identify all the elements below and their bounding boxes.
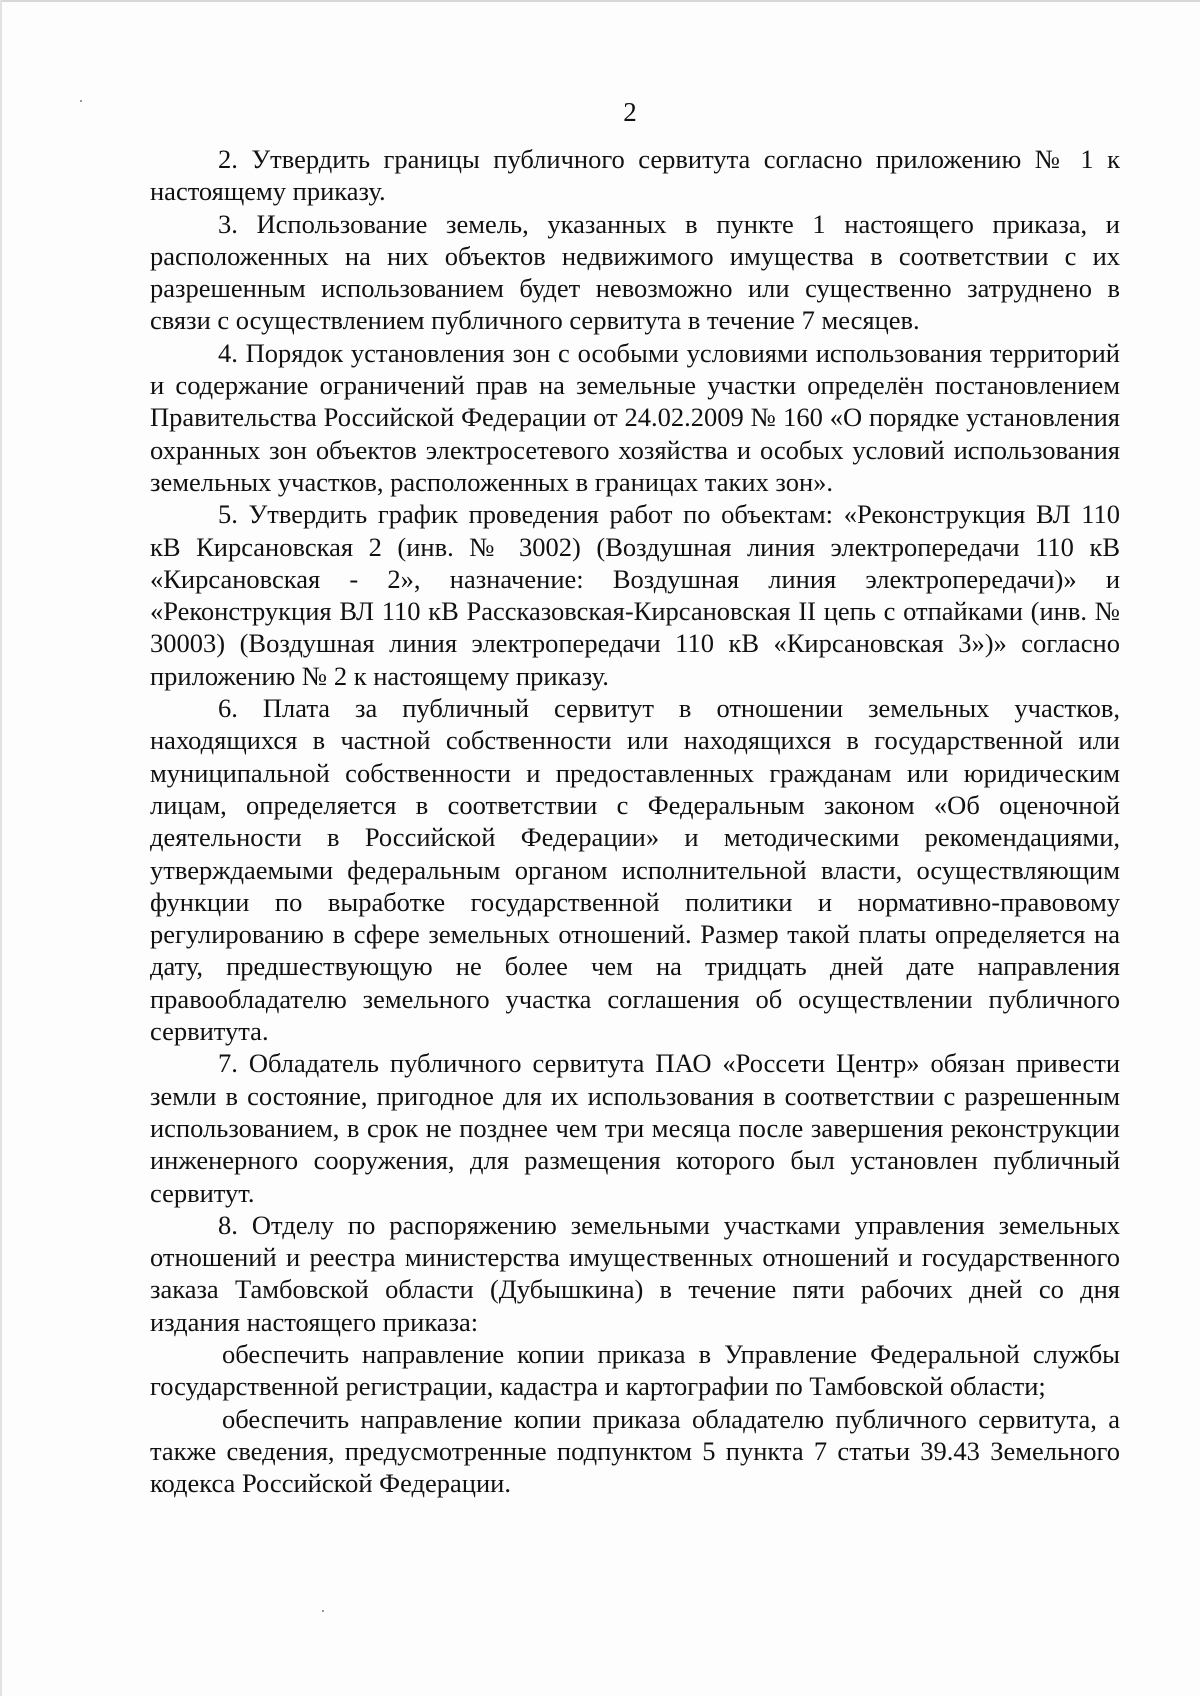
paragraph-7: 7. Обладатель публичного сервитута ПАО «Россети Центр» обязан привести земли в состояние, пригодное для их использования в соответствии с разрешенным использованием, в срок не позднее чем три месяца после завершения реконструкции инженерного сооружения, для размещения которого был установлен публичный сервитут.: [150, 1048, 1120, 1208]
paragraph-8: 8. Отделу по распоряжению земельными участками управления земельных отношений и реестра министерства имущественных отношений и государственного заказа Тамбовской области (Дубышкина) в течение пяти рабочих дней со дня издания настоящего приказа:: [150, 1209, 1120, 1337]
paragraph-3: 3. Использование земель, указанных в пункте 1 настоящего приказа, и расположенных на них объектов недвижимого имущества в соответствии с их разрешенным использованием будет невозможно или существенно затруднено в связи с осуществлением публичного сервитута в течение 7 месяцев.: [150, 208, 1120, 336]
scan-border-left: [0, 0, 2, 1696]
paragraph-8-subitem-2: обеспечить направление копии приказа обладателю публичного сервитута, а также сведения, предусмотренные подпунктом 5 пункта 7 статьи 39.43 Земельного кодекса Российской Федерации.: [150, 1403, 1120, 1499]
scan-speck: [322, 1610, 324, 1612]
paragraph-2: 2. Утвердить границы публичного сервитута согласно приложению № 1 к настоящему приказу.: [150, 144, 1120, 207]
page-number: 2: [623, 97, 637, 127]
scan-border-top: [0, 0, 1200, 2]
document-body: [150, 143, 1120, 1499]
paragraph-4: 4. Порядок установления зон с особыми условиями использования территорий и содержание ограничений прав на земельные участки определён постановлением Правительства Российской Федерации от 24.02.2009 № 160 «О порядке установления охранных зон объектов электросетевого хозяйства и особых условий использования земельных участков, расположенных в границах таких зон».: [150, 337, 1120, 497]
paragraph-8-subitem-1: обеспечить направление копии приказа в Управление Федеральной службы государственной регистрации, кадастра и картографии по Тамбовской области;: [150, 1338, 1120, 1402]
paragraph-5: 5. Утвердить график проведения работ по объектам: «Реконструкция ВЛ 110 кВ Кирсановская 2 (инв. № 3002) (Воздушная линия электропередачи 110 кВ «Кирсановская - 2», назначение: Воздушная линия электропередачи)» и «Реконструкция ВЛ 110 кВ Рассказовская-Кирсановская II цепь с отпайками (инв. № 30003) (Воздушная линия электропередачи 110 кВ «Кирсановская 3»)» согласно приложению № 2 к настоящему приказу.: [150, 499, 1120, 691]
scan-speck: [80, 100, 82, 102]
paragraph-6: 6. Плата за публичный сервитут в отношении земельных участков, находящихся в частной собственности или находящихся в государственной или муниципальной собственности и предоставленных гражданам или юридическим лицам, определяется в соответствии с Федеральным законом «Об оценочной деятельности в Российской Федерации» и методическими рекомендациями, утверждаемыми федеральным органом исполнительной власти, осуществляющим функции по выработке государственной политики и нормативно-правовому регулированию в сфере земельных отношений. Размер такой платы определяется на дату, предшествующую не более чем на тридцать дней дате направления правообладателю земельного участка соглашения об осуществлении публичного сервитута.: [150, 693, 1120, 1047]
